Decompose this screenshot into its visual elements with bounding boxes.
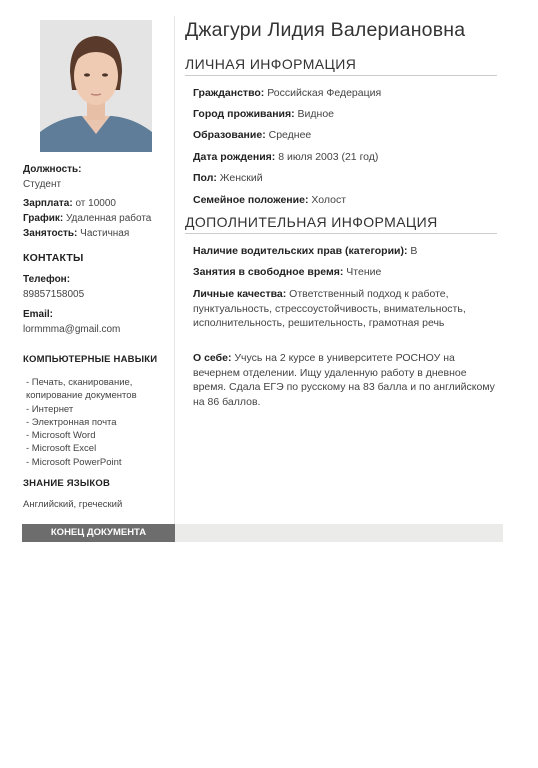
- skill-item: копирование документов: [26, 390, 137, 402]
- gender-row: [193, 171, 497, 186]
- city-value: Видное: [297, 108, 335, 120]
- skills-list: [26, 376, 137, 469]
- employment-value: Частичная: [80, 228, 130, 239]
- birth-row: [193, 150, 497, 165]
- portrait-photo: [40, 20, 152, 152]
- skill-item: - Microsoft PowerPoint: [26, 456, 122, 468]
- about-label: О себе:: [193, 352, 232, 364]
- education-label: Образование:: [193, 129, 266, 141]
- job-terms: [23, 196, 151, 241]
- phone-label: Телефон:: [23, 274, 71, 285]
- position-field: [23, 162, 82, 192]
- birth-label: Дата рождения:: [193, 151, 276, 163]
- document-end-bar: [22, 524, 503, 542]
- marital-value: Холост: [311, 194, 347, 206]
- about-value: Учусь на 2 курсе в университете РОСНОУ на вечернем отделении. Ищу удаленную работу в дневное время. Сдала ЕГЭ по русскому на 83 балла и по английскому на 86 баллов.: [193, 352, 495, 408]
- salary-row: [23, 196, 151, 211]
- employment-label: Занятость:: [23, 228, 78, 239]
- qualities-value: Ответственный подход к работе, пунктуальность, стрессоустойчивость, внимательность, исполнительность, решительность, грамотная речь: [193, 288, 466, 329]
- skills-title: КОМПЬЮТЕРНЫЕ НАВЫКИ: [23, 354, 158, 365]
- contacts-title: КОНТАКТЫ: [23, 252, 84, 264]
- education-value: Среднее: [268, 129, 312, 141]
- qualities-row: [193, 287, 497, 331]
- personal-section-title: ЛИЧНАЯ ИНФОРМАЦИЯ: [185, 56, 497, 76]
- skill-item: - Печать, сканирование,: [26, 377, 133, 388]
- schedule-value: Удаленная работа: [65, 213, 152, 224]
- about-row: [193, 351, 497, 409]
- hobby-value: Чтение: [346, 266, 382, 278]
- skill-item: - Microsoft Excel: [26, 443, 97, 455]
- skill-item: - Электронная почта: [26, 416, 117, 428]
- salary-label: Зарплата:: [23, 198, 73, 209]
- languages-title: ЗНАНИЕ ЯЗЫКОВ: [23, 478, 111, 489]
- email-value[interactable]: lormmma@gmail.com: [23, 324, 121, 335]
- phone-field: [23, 272, 84, 302]
- education-row: [193, 128, 497, 143]
- marital-label: Семейное положение:: [193, 194, 309, 206]
- qualities-label: Личные качества:: [193, 288, 287, 300]
- schedule-row: [23, 211, 151, 226]
- candidate-name: Джагури Лидия Валериановна: [185, 19, 466, 41]
- skill-item: - Интернет: [26, 403, 74, 415]
- license-row: [193, 244, 497, 259]
- birth-value: 8 июля 2003 (21 год): [278, 151, 379, 163]
- additional-section-title: ДОПОЛНИТЕЛЬНАЯ ИНФОРМАЦИЯ: [185, 214, 497, 234]
- sidebar: [22, 16, 175, 524]
- email-field: [23, 307, 120, 337]
- hobby-label: Занятия в свободное время:: [193, 266, 344, 278]
- languages-value: Английский, греческий: [23, 499, 123, 510]
- citizenship-label: Гражданство:: [193, 87, 265, 99]
- position-value: Студент: [23, 179, 62, 190]
- skill-item: - Microsoft Word: [26, 430, 96, 442]
- gender-value: Женский: [219, 172, 263, 184]
- schedule-label: График:: [23, 213, 64, 224]
- email-label: Email:: [23, 309, 54, 320]
- citizenship-row: [193, 86, 497, 101]
- phone-value[interactable]: 89857158005: [23, 289, 85, 300]
- city-row: [193, 107, 497, 122]
- marital-row: [193, 193, 497, 208]
- salary-value: от 10000: [75, 198, 116, 209]
- position-label: Должность:: [23, 164, 82, 175]
- license-label: Наличие водительских прав (категории):: [193, 245, 408, 257]
- hobby-row: [193, 265, 497, 280]
- document-end-label: КОНЕЦ ДОКУМЕНТА: [22, 524, 175, 542]
- city-label: Город проживания:: [193, 108, 295, 120]
- gender-label: Пол:: [193, 172, 217, 184]
- employment-row: [23, 226, 151, 241]
- citizenship-value: Российская Федерация: [267, 87, 382, 99]
- license-value: В: [410, 245, 418, 257]
